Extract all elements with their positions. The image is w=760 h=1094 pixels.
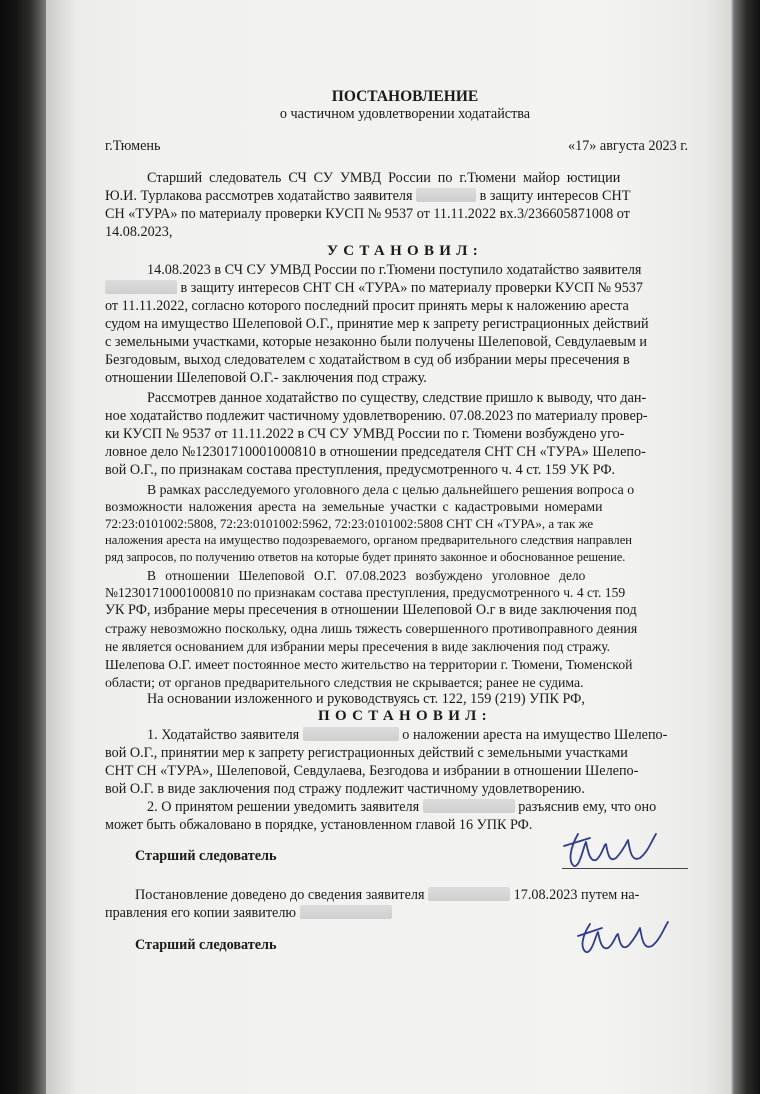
signatory-title-2: Старший следователь — [135, 937, 277, 953]
established-line-5: с земельными участками, которые незаконно были получены Шелеповой, Севдулаевым и — [105, 334, 647, 350]
document-title: ПОСТАНОВЛЕНИЕ — [331, 88, 479, 105]
established-heading: УСТАНОВИЛ: — [326, 243, 484, 259]
established-line-4: судом на имущество Шелеповой О.Г., принятие мер к запрету регистрационных действий — [105, 316, 649, 332]
resolved-line-1-a: 1. Ходатайство заявителя — [147, 727, 300, 743]
established-line-7: отношении Шелеповой О.Г.- заключения под стражу. — [105, 370, 427, 386]
scan-shadow-right — [730, 0, 760, 1094]
intro-line-4: 14.08.2023, — [105, 224, 173, 240]
established-line-2-text: в защиту интересов СНТ СН «ТУРА» по материалу проверки КУСП № 9537 — [180, 280, 643, 296]
resolved-line-6: может быть обжаловано в порядке, установленном главой 16 УПК РФ. — [105, 817, 533, 833]
resolved-line-5 — [147, 799, 656, 816]
established-line-10: ки КУСП № 9537 от 11.11.2022 в СЧ СУ УМВД России по г. Тюмени возбуждено уго- — [105, 426, 625, 442]
established-line-21: стражу невозможно поскольку, одна лишь тяжесть совершенного противоправного деяния — [105, 621, 638, 636]
intro-line-2-b: в защиту интересов СНТ — [479, 188, 631, 204]
notice-line-1-a: Постановление доведено до сведения заявителя — [135, 887, 425, 903]
notice-line-2 — [105, 905, 392, 922]
notice-line-2-text: правления его копии заявителю — [105, 905, 297, 921]
established-line-13: В рамках расследуемого уголовного дела с целью дальнейшего решения вопроса о — [147, 482, 635, 497]
established-line-19: №12301710001000810 по признакам состава преступления, предусмотренного ч. 4 ст. 159 — [105, 585, 626, 600]
redaction — [303, 727, 399, 741]
resolved-line-4: вой О.Г. в виде заключения под стражу подлежит частичному удовлетворению. — [105, 781, 585, 797]
resolved-line-5-b: разъяснив ему, что оно — [518, 799, 657, 815]
established-line-23: Шелепова О.Г. имеет постоянное место жительство на территории г. Тюмени, Тюменской — [105, 657, 633, 672]
redaction — [428, 887, 510, 901]
notice-line-1-b: 17.08.2023 путем на- — [513, 887, 640, 903]
established-line-6: Безгодовым, выход следователем с ходатайством в суд об избрании меры пресечения в — [105, 352, 630, 368]
established-line-16: наложения ареста на имущество подозреваемого, органом предварительного следствия направлен — [105, 533, 633, 547]
established-line-20: УК РФ, избрание меры пресечения в отношении Шелеповой О.г в виде заключения под — [105, 602, 637, 618]
resolved-line-1-b: о наложении ареста на имущество Шелепо- — [402, 727, 668, 743]
established-line-2 — [105, 280, 643, 297]
resolved-heading: ПОСТАНОВИЛ: — [318, 708, 492, 724]
established-line-15: 72:23:0101002:5808, 72:23:0101002:5962, 72:23:0101002:5808 СНТ СН «ТУРА», а так же — [105, 516, 594, 531]
scan-shadow-left — [0, 0, 46, 1094]
redaction — [423, 799, 515, 813]
redaction — [416, 188, 476, 202]
established-line-3: от 11.11.2022, согласно которого последний просит принять меры к наложению ареста — [105, 298, 629, 314]
signature-mark-1 — [560, 826, 680, 876]
established-line-22: не является основанием для избрании меры пресечения в виде заключения под стражу. — [105, 639, 611, 654]
document-subtitle: о частичном удовлетворении ходатайства — [279, 106, 531, 122]
established-line-17: ряд запросов, по получению ответов на которые будет принято законное и обоснованное решение. — [105, 550, 626, 564]
established-line-9: ное ходатайство подлежит частичному удовлетворению. 07.08.2023 по материалу провер- — [105, 408, 648, 424]
established-line-25: На основании изложенного и руководствуясь ст. 122, 159 (219) УПК РФ, — [147, 691, 585, 707]
signatory-title-1: Старший следователь — [135, 848, 277, 864]
document-city: г.Тюмень — [105, 138, 161, 154]
established-line-14: возможности наложения ареста на земельные участки с кадастровыми номерами — [105, 499, 603, 514]
established-line-12: вой О.Г., по признакам состава преступления, предусмотренного ч. 4 ст. 159 УК РФ. — [105, 462, 616, 478]
established-line-8: Рассмотрев данное ходатайство по существу, следствие пришло к выводу, что дан- — [147, 390, 647, 406]
redaction — [105, 280, 177, 294]
redaction — [300, 905, 392, 919]
document-date: «17» августа 2023 г. — [568, 138, 689, 154]
intro-line-3: СН «ТУРА» по материалу проверки КУСП № 9537 от 11.11.2022 вх.3/236605871008 от — [105, 206, 630, 222]
intro-line-2-a: Ю.И. Турлакова рассмотрев ходатайство заявителя — [105, 188, 413, 204]
signature-mark-2 — [570, 914, 690, 964]
resolved-line-2: вой О.Г., принятии мер к запрету регистрационных действий с земельными участками — [105, 745, 628, 761]
established-line-1: 14.08.2023 в СЧ СУ УМВД России по г.Тюмени поступило ходатайство заявителя — [147, 262, 642, 278]
established-line-18: В отношении Шелеповой О.Г. 07.08.2023 возбуждено уголовное дело — [147, 568, 586, 583]
resolved-line-3: СНТ СН «ТУРА», Шелеповой, Севдулаева, Безгодова и избрании в отношении Шелепо- — [105, 763, 639, 779]
intro-line-1: Старший следователь СЧ СУ УМВД России по г.Тюмени майор юстиции — [147, 170, 621, 186]
intro-line-2 — [105, 188, 705, 205]
resolved-line-1 — [147, 727, 667, 744]
notice-line-1 — [135, 887, 639, 904]
established-line-24: области; от органов предварительного следствия не скрывается; ранее не судима. — [105, 675, 584, 690]
established-line-11: ловное дело №12301710001000810 в отношении председателя СНТ СН «ТУРА» Шелепо- — [105, 444, 646, 460]
resolved-line-5-a: 2. О принятом решении уведомить заявителя — [147, 799, 420, 815]
